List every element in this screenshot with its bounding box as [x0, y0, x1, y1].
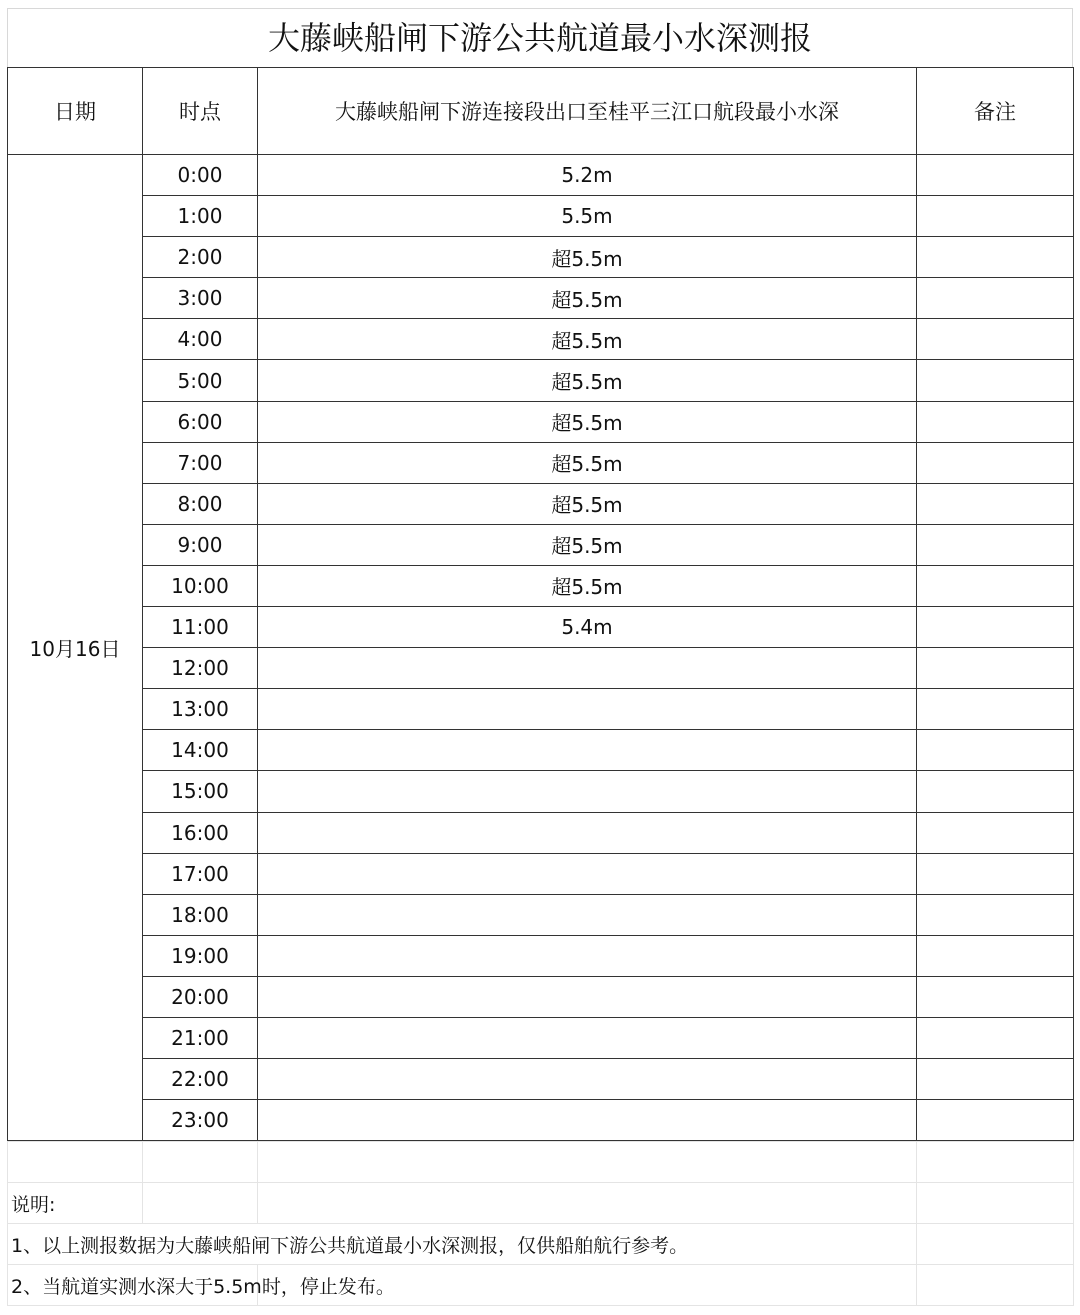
remark-cell — [917, 237, 1074, 278]
time-cell: 2:00 — [143, 237, 258, 278]
table-row — [8, 319, 1074, 360]
depth-cell — [258, 771, 917, 812]
remark-cell — [917, 524, 1074, 565]
depth-cell: 超5.5m — [258, 483, 917, 524]
depth-cell: 超5.5m — [258, 278, 917, 319]
remark-cell — [917, 401, 1074, 442]
note-item-1: 1、以上测报数据为大藤峡船闸下游公共航道最小水深测报，仅供船舶航行参考。 — [8, 1224, 143, 1265]
time-cell: 15:00 — [143, 771, 258, 812]
remark-cell — [917, 483, 1074, 524]
header-time: 时点 — [143, 68, 258, 155]
time-cell: 8:00 — [143, 483, 258, 524]
remark-cell — [917, 853, 1074, 894]
depth-cell: 超5.5m — [258, 319, 917, 360]
time-cell: 12:00 — [143, 648, 258, 689]
table-row — [8, 648, 1074, 689]
depth-cell — [258, 853, 917, 894]
date-cell: 10月16日 — [8, 155, 143, 1141]
table-row — [8, 483, 1074, 524]
table-row — [8, 155, 1074, 196]
depth-cell: 超5.5m — [258, 524, 917, 565]
remark-cell — [917, 812, 1074, 853]
depth-cell — [258, 935, 917, 976]
time-cell: 18:00 — [143, 894, 258, 935]
table-row — [8, 771, 1074, 812]
notes-heading-row — [8, 1183, 1074, 1224]
remark-cell — [917, 648, 1074, 689]
remark-cell — [917, 607, 1074, 648]
table-row — [8, 360, 1074, 401]
remark-cell — [917, 278, 1074, 319]
remark-cell — [917, 730, 1074, 771]
table-row — [8, 1100, 1074, 1141]
depth-cell — [258, 648, 917, 689]
time-cell: 16:00 — [143, 812, 258, 853]
report-sheet — [7, 8, 1073, 1306]
header-remark: 备注 — [917, 68, 1074, 155]
note-row — [8, 1224, 1074, 1265]
table-row — [8, 1017, 1074, 1058]
remark-cell — [917, 196, 1074, 237]
depth-cell: 超5.5m — [258, 442, 917, 483]
time-cell: 13:00 — [143, 689, 258, 730]
table-row — [8, 442, 1074, 483]
time-cell: 4:00 — [143, 319, 258, 360]
depth-cell: 5.5m — [258, 196, 917, 237]
remark-cell — [917, 1059, 1074, 1100]
depth-table — [7, 67, 1074, 1141]
depth-cell — [258, 1100, 917, 1141]
table-row — [8, 401, 1074, 442]
header-date: 日期 — [8, 68, 143, 155]
time-cell: 11:00 — [143, 607, 258, 648]
time-cell: 23:00 — [143, 1100, 258, 1141]
table-row — [8, 196, 1074, 237]
time-cell: 20:00 — [143, 976, 258, 1017]
table-row — [8, 565, 1074, 606]
table-row — [8, 278, 1074, 319]
time-cell: 0:00 — [143, 155, 258, 196]
depth-cell: 超5.5m — [258, 401, 917, 442]
remark-cell — [917, 155, 1074, 196]
note-item-2: 2、当航道实测水深大于5.5m时，停止发布。 — [8, 1265, 143, 1306]
depth-cell — [258, 812, 917, 853]
time-cell: 10:00 — [143, 565, 258, 606]
time-cell: 19:00 — [143, 935, 258, 976]
notes-table — [7, 1141, 1074, 1306]
time-cell: 5:00 — [143, 360, 258, 401]
remark-cell — [917, 319, 1074, 360]
remark-cell — [917, 565, 1074, 606]
table-row — [8, 237, 1074, 278]
depth-cell: 超5.5m — [258, 565, 917, 606]
depth-cell — [258, 1059, 917, 1100]
time-cell: 21:00 — [143, 1017, 258, 1058]
time-cell: 1:00 — [143, 196, 258, 237]
remark-cell — [917, 689, 1074, 730]
header-row — [8, 68, 1074, 155]
remark-cell — [917, 771, 1074, 812]
depth-cell — [258, 730, 917, 771]
time-cell: 6:00 — [143, 401, 258, 442]
depth-cell — [258, 976, 917, 1017]
remark-cell — [917, 360, 1074, 401]
time-cell: 22:00 — [143, 1059, 258, 1100]
depth-cell: 5.2m — [258, 155, 917, 196]
table-row — [8, 524, 1074, 565]
remark-cell — [917, 935, 1074, 976]
header-depth: 大藤峡船闸下游连接段出口至桂平三江口航段最小水深 — [258, 68, 917, 155]
depth-cell: 5.4m — [258, 607, 917, 648]
remark-cell — [917, 442, 1074, 483]
table-row — [8, 935, 1074, 976]
depth-cell: 超5.5m — [258, 360, 917, 401]
table-row — [8, 853, 1074, 894]
time-cell: 7:00 — [143, 442, 258, 483]
table-row — [8, 607, 1074, 648]
time-cell: 17:00 — [143, 853, 258, 894]
time-cell: 9:00 — [143, 524, 258, 565]
table-row — [8, 894, 1074, 935]
notes-heading: 说明: — [8, 1183, 143, 1224]
remark-cell — [917, 1017, 1074, 1058]
remark-cell — [917, 976, 1074, 1017]
depth-cell: 超5.5m — [258, 237, 917, 278]
report-title: 大藤峡船闸下游公共航道最小水深测报 — [7, 8, 1073, 67]
depth-cell — [258, 689, 917, 730]
depth-cell — [258, 1017, 917, 1058]
time-cell: 14:00 — [143, 730, 258, 771]
table-row — [8, 1059, 1074, 1100]
blank-row — [8, 1142, 1074, 1183]
table-row — [8, 730, 1074, 771]
table-row — [8, 812, 1074, 853]
note-row — [8, 1265, 1074, 1306]
remark-cell — [917, 1100, 1074, 1141]
table-row — [8, 689, 1074, 730]
time-cell: 3:00 — [143, 278, 258, 319]
depth-cell — [258, 894, 917, 935]
remark-cell — [917, 894, 1074, 935]
table-row — [8, 976, 1074, 1017]
